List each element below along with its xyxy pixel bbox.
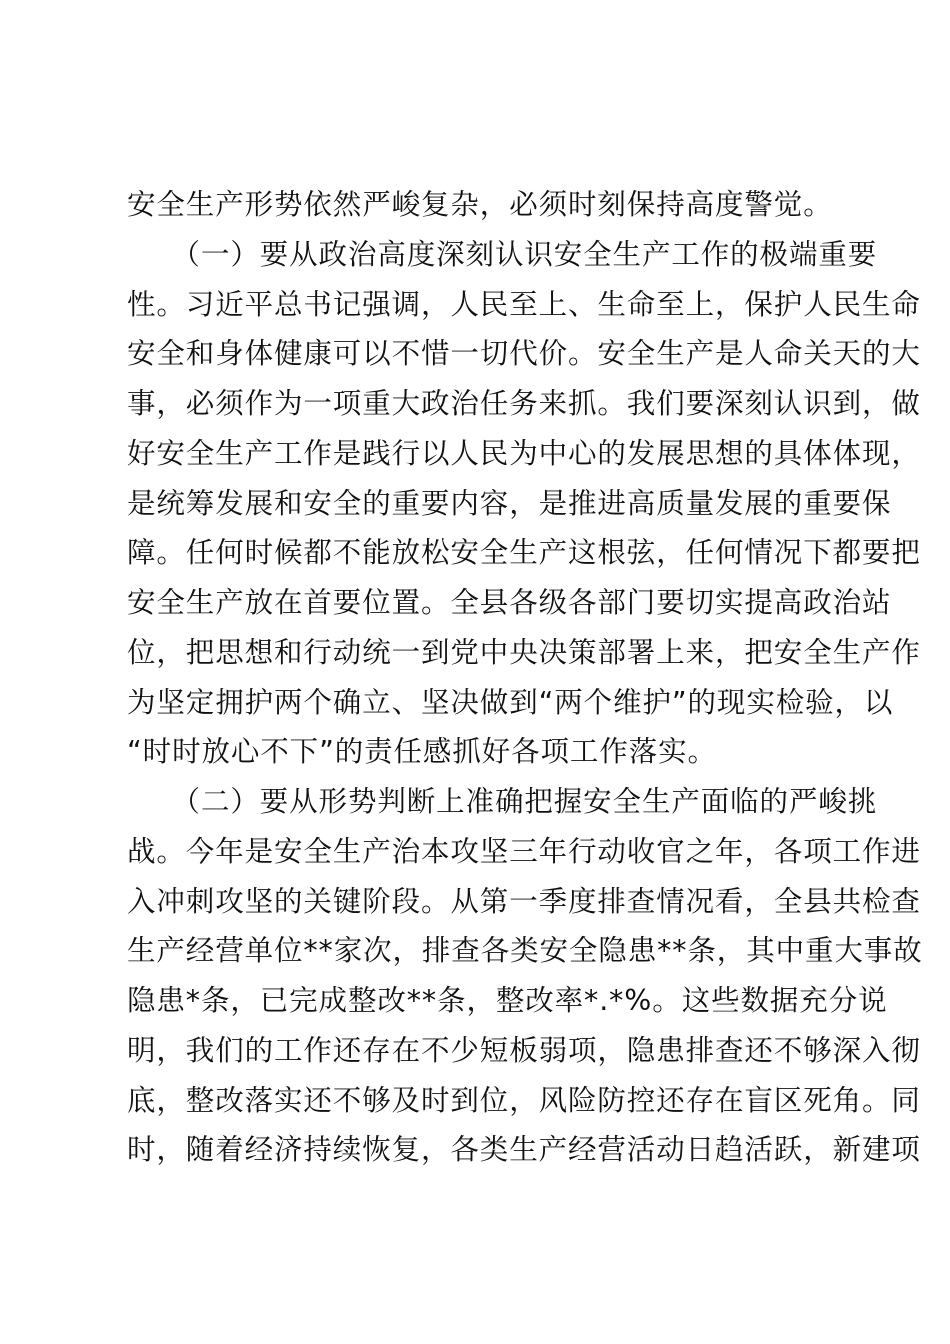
- text-line: 明，我们的工作还存在不少短板弱项，隐患排查还不够深入彻: [127, 1033, 921, 1067]
- text-line: 好安全生产工作是践行以人民为中心的发展思想的具体体现，: [127, 436, 921, 470]
- text-line: 安全生产放在首要位置。全县各级各部门要切实提高政治站: [127, 586, 892, 619]
- text-line: 安全生产形势依然严峻复杂，必须时刻保持高度警觉。: [127, 188, 833, 221]
- text-line: 时，随着经济持续恢复，各类生产经营活动日趋活跃，新建项: [127, 1133, 921, 1167]
- text-line: 性。习近平总书记强调，人民至上、生命至上，保护人民生命: [127, 287, 921, 321]
- text-line: 为坚定拥护两个确立、坚决做到“两个维护”的现实检验，以: [127, 685, 894, 719]
- section-heading-2: （二）要从形势判断上准确把握安全生产面临的严峻挑: [127, 785, 878, 818]
- text-line: 生产经营单位**家次，排查各类安全隐患**条，其中重大事故: [127, 934, 923, 968]
- text-line: 位，把思想和行动统一到党中央决策部署上来，把安全生产作: [127, 635, 921, 669]
- text-line: 隐患*条，已完成整改**条，整改率*.*%。这些数据充分说: [127, 984, 888, 1017]
- text-line: 底，整改落实还不够及时到位，风险防控还存在盲区死角。同: [127, 1083, 921, 1117]
- text-line: 是统筹发展和安全的重要内容，是推进高质量发展的重要保: [127, 486, 892, 520]
- text-line: 安全和身体健康可以不惜一切代价。安全生产是人命关天的大: [127, 337, 921, 371]
- text-line: 障。任何时候都不能放松安全生产这根弦，任何情况下都要把: [127, 536, 921, 570]
- text-line: 入冲刺攻坚的关键阶段。从第一季度排查情况看，全县共检查: [127, 884, 921, 918]
- text-line: 事，必须作为一项重大政治任务来抓。我们要深刻认识到，做: [127, 387, 921, 420]
- document-body: [127, 180, 923, 1175]
- section-heading-1: （一）要从政治高度深刻认识安全生产工作的极端重要: [127, 237, 878, 271]
- text-line: “时时放心不下”的责任感抓好各项工作落实。: [127, 735, 717, 769]
- text-line: 战。今年是安全生产治本攻坚三年行动收官之年，各项工作进: [127, 834, 921, 868]
